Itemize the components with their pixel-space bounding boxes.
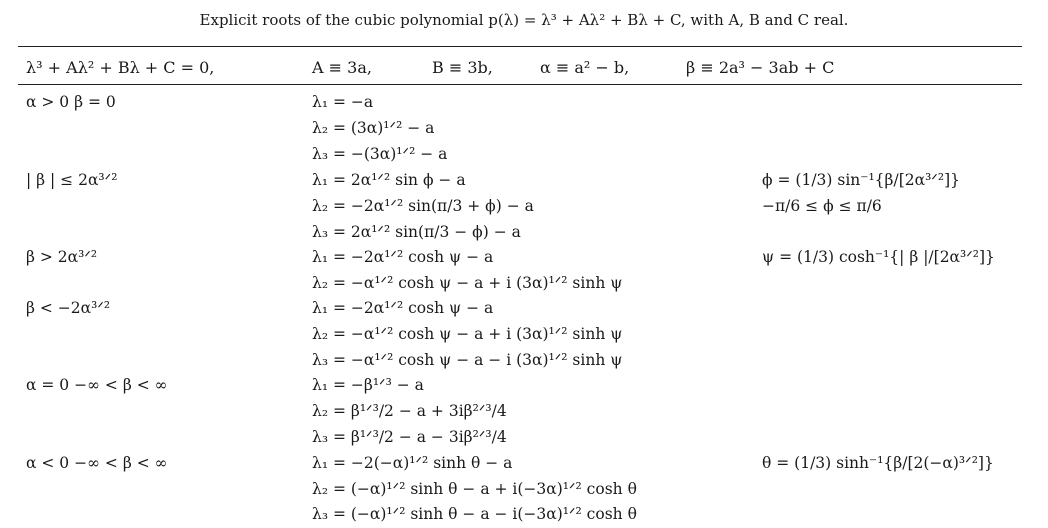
row-4-root-3: λ₃ = −α¹ᐟ² cosh ψ − a − i (3α)¹ᐟ² sinh ψ: [312, 351, 623, 369]
row-5-root-2: λ₂ = β¹ᐟ³/2 − a + 3iβ²ᐟ³/4: [312, 402, 507, 420]
row-1-condition: α > 0 β = 0: [26, 93, 116, 111]
row-6-condition: α < 0 −∞ < β < ∞: [26, 454, 168, 472]
row-6-root-1: λ₁ = −2(−α)¹ᐟ² sinh θ − a: [312, 454, 513, 472]
row-2-root-2: λ₂ = −2α¹ᐟ² sin(π/3 + ϕ) − a: [312, 197, 534, 215]
row-2-root-1: λ₁ = 2α¹ᐟ² sin ϕ − a: [312, 171, 466, 189]
header-def-A: A ≡ 3a,: [312, 58, 372, 77]
header-equation: λ³ + Aλ² + Bλ + C = 0,: [26, 58, 215, 77]
row-3-condition: β > 2α³ᐟ²: [26, 248, 98, 266]
row-1-root-2: λ₂ = (3α)¹ᐟ² − a: [312, 119, 435, 137]
row-5-root-1: λ₁ = −β¹ᐟ³ − a: [312, 376, 424, 394]
row-3-aux-1: ψ = (1/3) cosh⁻¹{| β |/[2α³ᐟ²]}: [762, 248, 995, 266]
row-4-root-1: λ₁ = −2α¹ᐟ² cosh ψ − a: [312, 299, 494, 317]
row-4-condition: β < −2α³ᐟ²: [26, 299, 111, 317]
row-5-condition: α = 0 −∞ < β < ∞: [26, 376, 168, 394]
row-3-root-1: λ₁ = −2α¹ᐟ² cosh ψ − a: [312, 248, 494, 266]
row-2-condition: | β | ≤ 2α³ᐟ²: [26, 171, 118, 189]
row-4-root-2: λ₂ = −α¹ᐟ² cosh ψ − a + i (3α)¹ᐟ² sinh ψ: [312, 325, 623, 343]
row-2-root-3: λ₃ = 2α¹ᐟ² sin(π/3 − ϕ) − a: [312, 223, 521, 241]
table-caption: Explicit roots of the cubic polynomial p(λ) = λ³ + Aλ² + Bλ + C, with A, B and C real.: [199, 11, 849, 29]
row-6-aux-1: θ = (1/3) sinh⁻¹{β/[2(−α)³ᐟ²]}: [762, 454, 994, 472]
row-3-root-2: λ₂ = −α¹ᐟ² cosh ψ − a + i (3α)¹ᐟ² sinh ψ: [312, 274, 623, 292]
header-def-B: B ≡ 3b,: [432, 58, 493, 77]
top-rule: [18, 46, 1022, 47]
row-6-root-2: λ₂ = (−α)¹ᐟ² sinh θ − a + i(−3α)¹ᐟ² cosh θ: [312, 480, 637, 498]
row-2-aux-1: ϕ = (1/3) sin⁻¹{β/[2α³ᐟ²]}: [762, 171, 960, 189]
row-1-root-3: λ₃ = −(3α)¹ᐟ² − a: [312, 145, 448, 163]
row-5-root-3: λ₃ = β¹ᐟ³/2 − a − 3iβ²ᐟ³/4: [312, 428, 507, 446]
row-2-aux-2: −π/6 ≤ ϕ ≤ π/6: [762, 197, 882, 215]
row-1-root-1: λ₁ = −a: [312, 93, 374, 111]
header-def-beta: β ≡ 2a³ − 3ab + C: [686, 58, 835, 77]
row-6-root-3: λ₃ = (−α)¹ᐟ² sinh θ − a − i(−3α)¹ᐟ² cosh θ: [312, 505, 637, 523]
header-def-alpha: α ≡ a² − b,: [540, 58, 630, 77]
header-rule: [18, 84, 1022, 85]
